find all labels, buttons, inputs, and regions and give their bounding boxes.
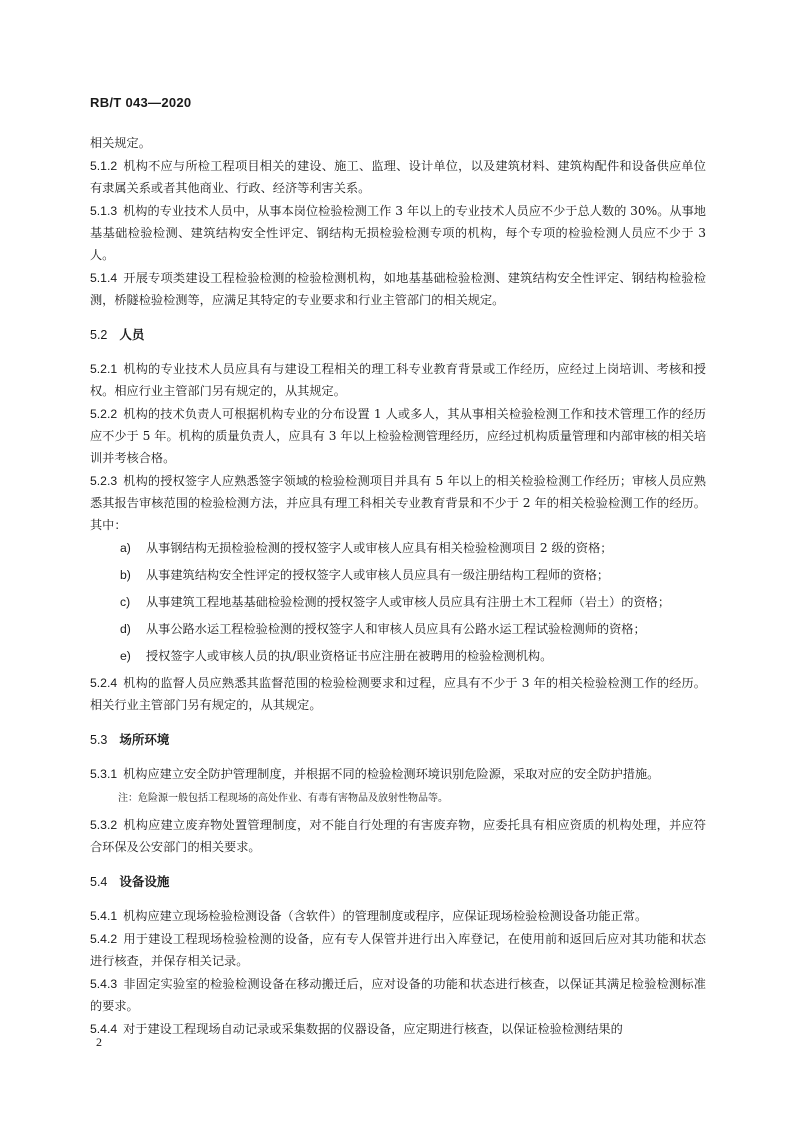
section-heading <box>90 729 706 751</box>
section-title: 场所环境 <box>119 732 170 747</box>
list-item-text: 从事建筑结构安全性评定的授权签字人或审核人员应具有一级注册结构工程师的资格； <box>146 568 610 582</box>
document-code: RB/T 043—2020 <box>90 95 192 110</box>
clause-text: 机构的监督人员应熟悉其监督范围的检验检测要求和过程，应具有不少于 3 年的相关检验检测工作的经历。相关行业主管部门另有规定的，从其规定。 <box>90 676 706 712</box>
clause-number: 5.1.4 <box>90 271 118 285</box>
document-body <box>90 132 706 1041</box>
list-item-text: 从事建筑工程地基基础检验检测的授权签字人或审核人员应具有注册土木工程师（岩土）的资格； <box>146 595 671 609</box>
list-marker: e) <box>120 649 131 663</box>
section-title: 设备设施 <box>119 874 170 889</box>
clause-text: 机构应建立废弃物处置管理制度，对不能自行处理的有害废弃物，应委托具有相应资质的机构处理，并应符合环保及公安部门的相关要求。 <box>90 818 706 854</box>
clause-paragraph <box>90 267 706 311</box>
clause-paragraph <box>90 358 706 402</box>
clause-text: 机构的专业技术人员应具有与建设工程相关的理工科专业教育背景或工作经历，应经过上岗培训、考核和授权。相应行业主管部门另有规定的，从其规定。 <box>90 362 706 398</box>
clause-text: 非固定实验室的检验检测设备在移动搬迁后，应对设备的功能和状态进行核查，以保证其满足检验检测标准的要求。 <box>90 977 706 1013</box>
clause-number: 5.4.1 <box>90 909 118 923</box>
clause-paragraph <box>90 1018 706 1040</box>
clause-paragraph <box>90 814 706 858</box>
clause-text: 对于建设工程现场自动记录或采集数据的仪器设备，应定期进行核查，以保证检验检测结果的 <box>123 1022 623 1036</box>
clause-paragraph <box>90 905 706 927</box>
clause-text: 相关规定。 <box>90 136 151 150</box>
clause-text: 机构不应与所检工程项目相关的建设、施工、监理、设计单位，以及建筑材料、建筑构配件和设备供应单位有隶属关系或者其他商业、行政、经济等利害关系。 <box>90 159 706 195</box>
section-heading <box>90 324 706 346</box>
list-item-text: 授权签字人或审核人员的执/职业资格证书应注册在被聘用的检验检测机构。 <box>146 649 553 663</box>
clause-number: 5.2.2 <box>90 407 118 421</box>
list-item-text: 从事公路水运工程检验检测的授权签字人和审核人员应具有公路水运工程试验检测师的资格； <box>146 622 646 636</box>
clause-number: 5.4.4 <box>90 1022 118 1036</box>
clause-number: 5.3.1 <box>90 767 118 781</box>
clause-paragraph <box>90 763 706 785</box>
clause-paragraph <box>90 403 706 469</box>
clause-paragraph <box>90 928 706 972</box>
list-marker: a) <box>120 541 131 555</box>
clause-text: 机构应建立安全防护管理制度，并根据不同的检验检测环境识别危险源，采取对应的安全防护措施。 <box>123 767 660 781</box>
clause-paragraph <box>90 132 706 154</box>
clause-paragraph <box>90 470 706 536</box>
list-item-text: 从事钢结构无损检验检测的授权签字人或审核人应具有相关检验检测项目 2 级的资格； <box>146 541 613 555</box>
clause-paragraph <box>90 672 706 716</box>
clause-paragraph <box>90 200 706 266</box>
clause-number: 5.1.3 <box>90 204 118 218</box>
list-item <box>90 591 706 613</box>
clause-number: 5.2.3 <box>90 474 118 488</box>
list-marker: b) <box>120 568 131 582</box>
clause-number: 5.3.2 <box>90 818 118 832</box>
section-title: 人员 <box>119 327 145 342</box>
clause-number: 5.4.2 <box>90 932 118 946</box>
list-marker: c) <box>120 595 131 609</box>
section-number: 5.3 <box>90 733 108 747</box>
clause-text: 机构应建立现场检验检测设备（含软件）的管理制度或程序，应保证现场检验检测设备功能正常。 <box>123 909 648 923</box>
clause-text: 机构的授权签字人应熟悉签字领域的检验检测项目并具有 5 年以上的相关检验检测工作经历；审核人员应熟悉其报告审核范围的检验检测方法，并应具有理工科相关专业教育背景和不少于 2 年的相关检验检测工作的经历。其中： <box>90 474 706 532</box>
clause-text: 机构的专业技术人员中，从事本岗位检验检测工作 3 年以上的专业技术人员应不少于总人数的 30%。从事地基基础检验检测、建筑结构安全性评定、钢结构无损检验检测专项的机构，每个专项的检验检测人员应不少于 3 人。 <box>90 204 706 262</box>
clause-paragraph <box>90 973 706 1017</box>
section-number: 5.4 <box>90 875 108 889</box>
list-item <box>90 645 706 667</box>
clause-text: 用于建设工程现场检验检测的设备，应有专人保管并进行出入库登记，在使用前和返回后应对其功能和状态进行核查，并保存相关记录。 <box>90 932 706 968</box>
clause-text: 开展专项类建设工程检验检测的检验检测机构，如地基基础检验检测、建筑结构安全性评定、钢结构检验检测，桥隧检验检测等，应满足其特定的专业要求和行业主管部门的相关规定。 <box>90 271 706 307</box>
section-number: 5.2 <box>90 328 108 342</box>
clause-number: 5.2.1 <box>90 362 118 376</box>
list-item <box>90 564 706 586</box>
section-heading <box>90 871 706 893</box>
list-item <box>90 618 706 640</box>
clause-number: 5.4.3 <box>90 977 118 991</box>
page-number: 2 <box>96 1035 102 1049</box>
note: 注：危险源一般包括工程现场的高处作业、有毒有害物品及放射性物品等。 <box>118 793 448 804</box>
list-item <box>90 537 706 559</box>
clause-number: 5.2.4 <box>90 676 118 690</box>
clause-paragraph <box>90 155 706 199</box>
list-marker: d) <box>120 622 131 636</box>
clause-number: 5.1.2 <box>90 159 118 173</box>
clause-text: 机构的技术负责人可根据机构专业的分布设置 1 人或多人，其从事相关检验检测工作和技术管理工作的经历应不少于 5 年。机构的质量负责人，应具有 3 年以上检验检测管理经历，应经过机构质量管理和内部审核的相关培训并考核合格。 <box>90 407 707 465</box>
